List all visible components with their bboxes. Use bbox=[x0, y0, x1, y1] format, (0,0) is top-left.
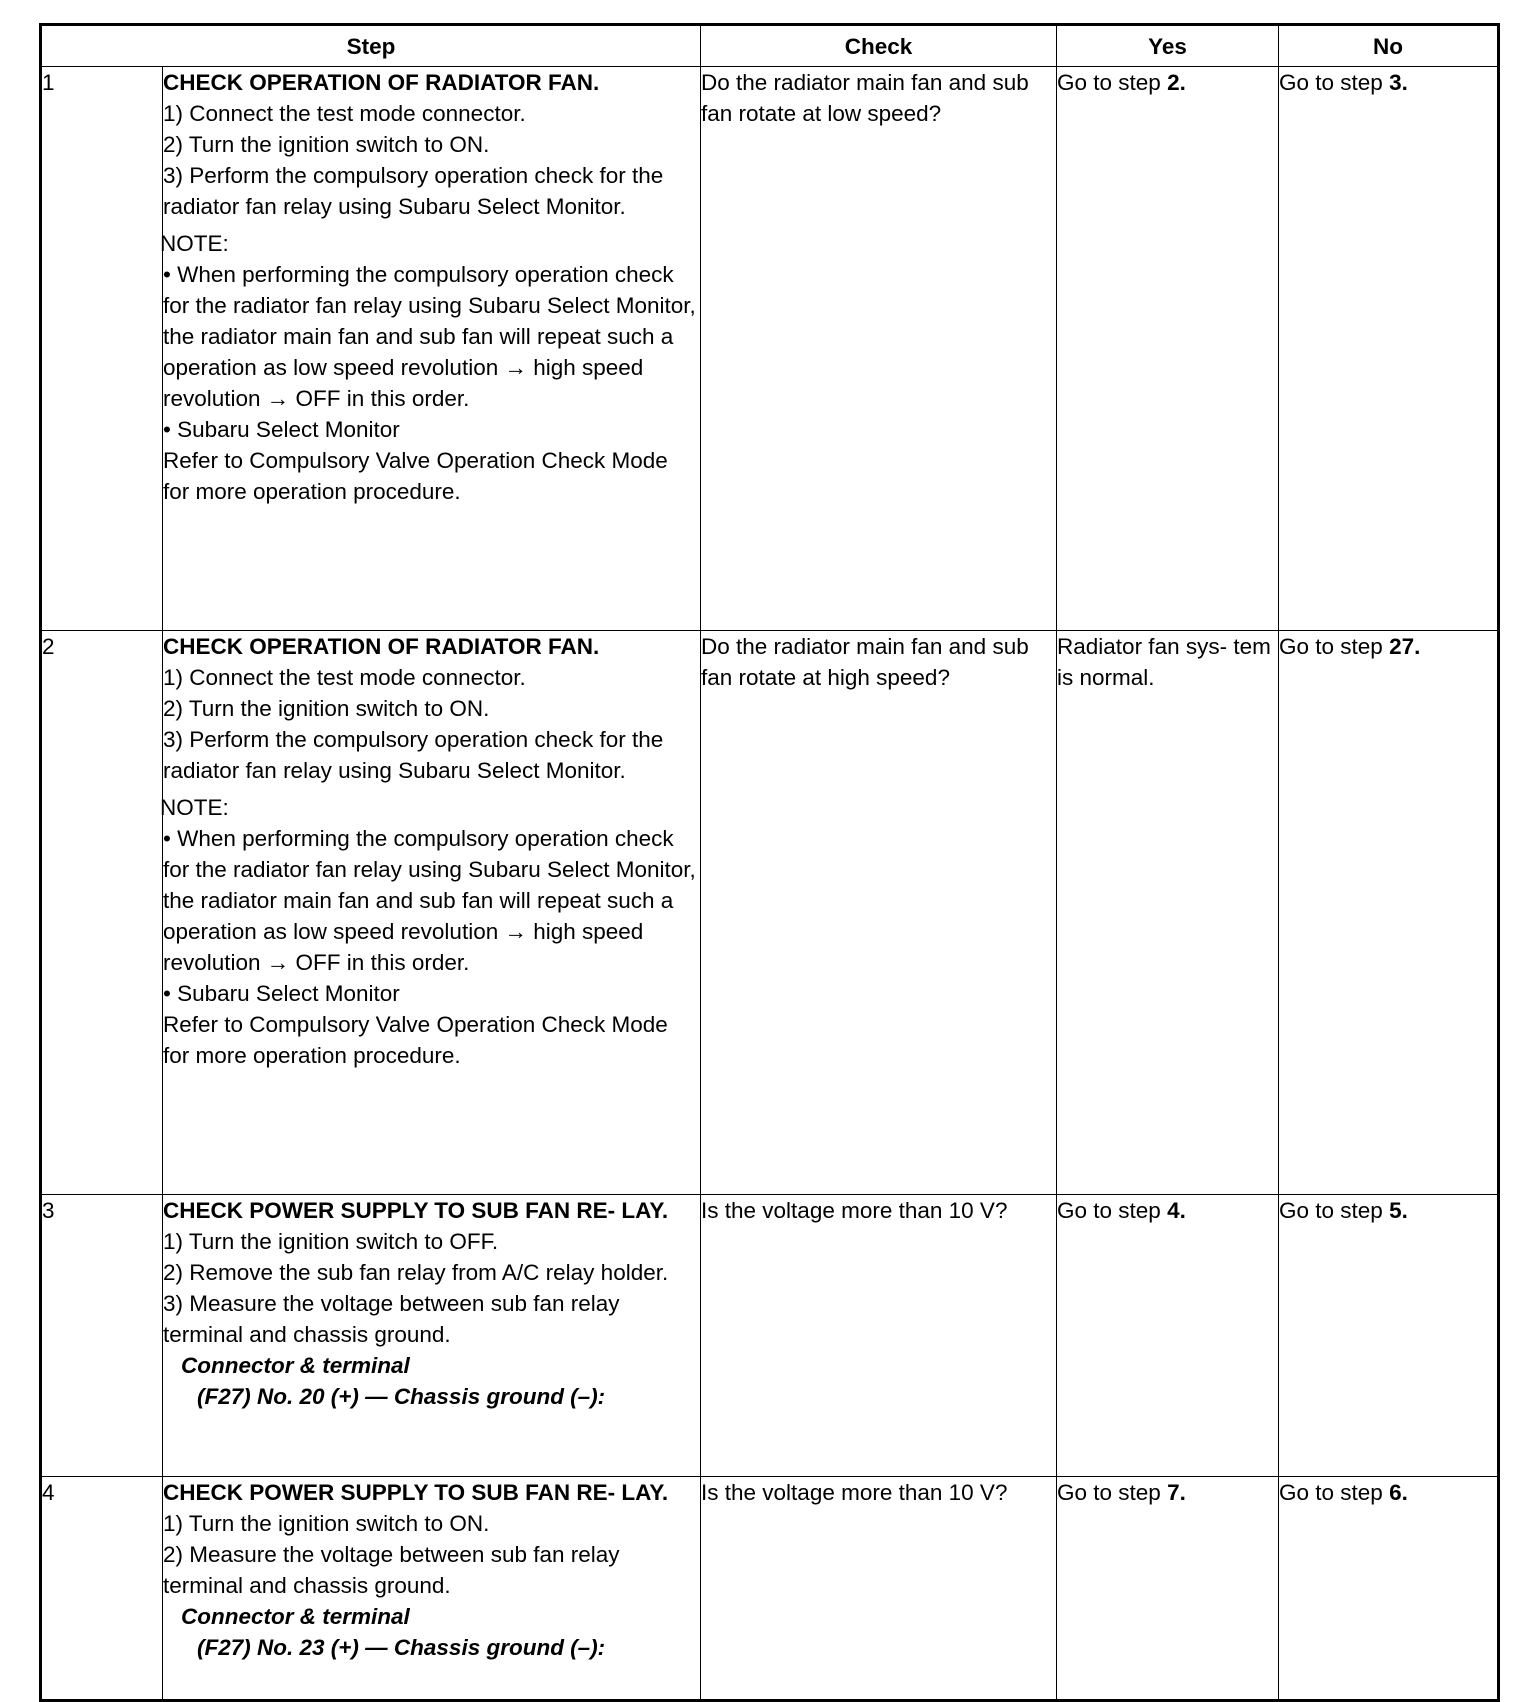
yes-text: Go to step bbox=[1057, 70, 1168, 95]
no-step-ref: 27. bbox=[1389, 634, 1421, 659]
header-row bbox=[41, 25, 1499, 67]
check-cell: Do the radiator main fan and sub fan rotate at high speed? bbox=[701, 631, 1057, 1195]
yes-text: Go to step bbox=[1057, 1198, 1168, 1223]
substep: 1) Turn the ignition switch to ON. bbox=[163, 1511, 490, 1536]
yes-cell bbox=[1057, 631, 1279, 1195]
substep: 2) Turn the ignition switch to ON. bbox=[163, 696, 490, 721]
diagnostic-table bbox=[39, 23, 1500, 1702]
yes-text: Radiator fan sys- tem is normal. bbox=[1057, 634, 1271, 690]
no-cell bbox=[1279, 1477, 1499, 1701]
step-number: 1 bbox=[41, 67, 163, 631]
note-bullet: • Subaru Select Monitor bbox=[163, 417, 400, 442]
substep: 3) Measure the voltage between sub fan relay terminal and chassis ground. bbox=[163, 1291, 620, 1347]
yes-cell bbox=[1057, 1477, 1279, 1701]
no-text: Go to step bbox=[1279, 1198, 1390, 1223]
table-row bbox=[41, 631, 1499, 1195]
step-cell bbox=[163, 1477, 701, 1701]
substep: 3) Perform the compulsory operation check for the radiator fan relay using Subaru Select Monitor. bbox=[163, 163, 664, 219]
yes-step-ref: 2. bbox=[1167, 70, 1186, 95]
yes-text: Go to step bbox=[1057, 1480, 1168, 1505]
substep: 1) Connect the test mode connector. bbox=[163, 101, 526, 126]
substep: 2) Remove the sub fan relay from A/C relay holder. bbox=[163, 1260, 669, 1285]
table-row bbox=[41, 1477, 1499, 1701]
substep: 3) Perform the compulsory operation check for the radiator fan relay using Subaru Select Monitor. bbox=[163, 727, 664, 783]
step-number: 2 bbox=[41, 631, 163, 1195]
connector-spec: (F27) No. 20 (+) — Chassis ground (–): bbox=[197, 1384, 606, 1409]
no-step-ref: 6. bbox=[1389, 1480, 1408, 1505]
note-bullet: • Subaru Select Monitor bbox=[163, 981, 400, 1006]
substep: 1) Connect the test mode connector. bbox=[163, 665, 526, 690]
header-check: Check bbox=[701, 25, 1057, 67]
check-cell: Is the voltage more than 10 V? bbox=[701, 1477, 1057, 1701]
step-cell bbox=[160, 631, 701, 1195]
no-text: Go to step bbox=[1279, 70, 1390, 95]
no-step-ref: 3. bbox=[1389, 70, 1408, 95]
step-title: CHECK POWER SUPPLY TO SUB FAN RE- LAY. bbox=[163, 1198, 669, 1223]
step-title: CHECK POWER SUPPLY TO SUB FAN RE- LAY. bbox=[163, 1480, 669, 1505]
note-label: NOTE: bbox=[160, 231, 229, 256]
step-title: CHECK OPERATION OF RADIATOR FAN. bbox=[163, 70, 600, 95]
substep: 2) Turn the ignition switch to ON. bbox=[163, 132, 490, 157]
substep: 2) Measure the voltage between sub fan relay terminal and chassis ground. bbox=[163, 1542, 620, 1598]
step-cell bbox=[160, 67, 701, 631]
header-step: Step bbox=[41, 25, 701, 67]
yes-cell bbox=[1057, 67, 1279, 631]
check-cell: Do the radiator main fan and sub fan rotate at low speed? bbox=[701, 67, 1057, 631]
connector-label: Connector & terminal bbox=[181, 1353, 410, 1378]
note-text: Refer to Compulsory Valve Operation Check Mode for more operation procedure. bbox=[163, 1012, 668, 1068]
connector-label: Connector & terminal bbox=[181, 1604, 410, 1629]
connector-spec: (F27) No. 23 (+) — Chassis ground (–): bbox=[197, 1635, 606, 1660]
substep: 1) Turn the ignition switch to OFF. bbox=[163, 1229, 499, 1254]
note-label: NOTE: bbox=[160, 795, 229, 820]
no-cell bbox=[1279, 631, 1499, 1195]
note-bullet: • When performing the compulsory operation check for the radiator fan relay using Subaru Select Monitor, the radiator main fan and sub fan will repeat such a operation as low speed revolution → high speed revolution → OFF in this order. bbox=[163, 826, 696, 975]
no-text: Go to step bbox=[1279, 634, 1390, 659]
step-number: 3 bbox=[41, 1195, 163, 1477]
table-row bbox=[41, 67, 1499, 631]
check-cell: Is the voltage more than 10 V? bbox=[701, 1195, 1057, 1477]
no-step-ref: 5. bbox=[1389, 1198, 1408, 1223]
yes-step-ref: 7. bbox=[1167, 1480, 1186, 1505]
header-yes: Yes bbox=[1057, 25, 1279, 67]
table-row bbox=[41, 1195, 1499, 1477]
yes-step-ref: 4. bbox=[1167, 1198, 1186, 1223]
header-no: No bbox=[1279, 25, 1499, 67]
no-cell bbox=[1279, 67, 1499, 631]
note-bullet: • When performing the compulsory operation check for the radiator fan relay using Subaru Select Monitor, the radiator main fan and sub fan will repeat such a operation as low speed revolution → high speed revolution → OFF in this order. bbox=[163, 262, 696, 411]
step-title: CHECK OPERATION OF RADIATOR FAN. bbox=[163, 634, 600, 659]
no-cell bbox=[1279, 1195, 1499, 1477]
no-text: Go to step bbox=[1279, 1480, 1390, 1505]
step-number: 4 bbox=[41, 1477, 163, 1701]
yes-cell bbox=[1057, 1195, 1279, 1477]
note-text: Refer to Compulsory Valve Operation Check Mode for more operation procedure. bbox=[163, 448, 668, 504]
step-cell bbox=[163, 1195, 701, 1477]
